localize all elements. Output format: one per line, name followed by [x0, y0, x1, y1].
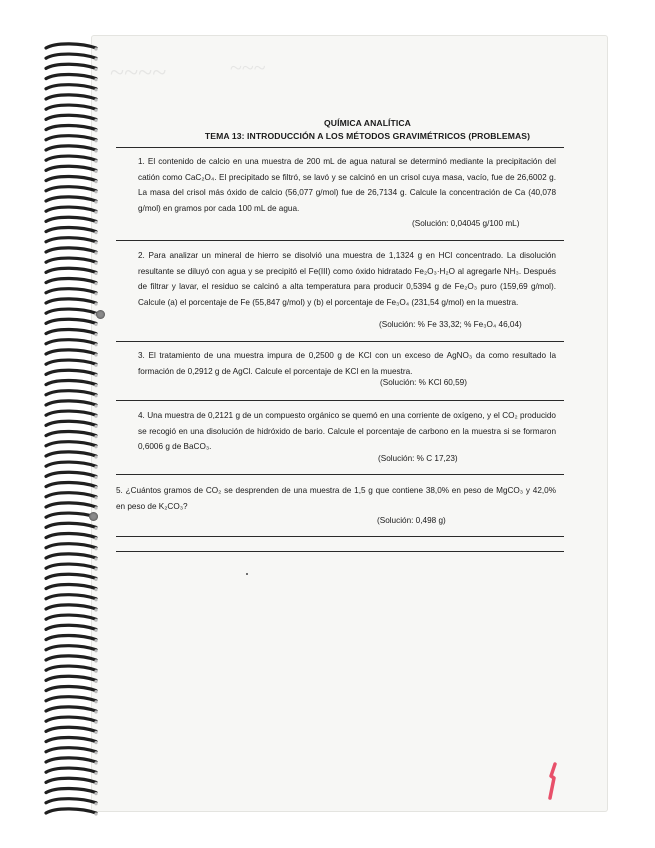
- spiral-coil: [46, 411, 96, 415]
- spiral-coil: [46, 74, 96, 78]
- separator: [116, 341, 564, 342]
- spiral-hole: [94, 731, 97, 734]
- spiral-coil: [46, 788, 96, 792]
- spiral-hole: [94, 374, 97, 377]
- spiral-coil: [46, 421, 96, 425]
- spiral-hole: [94, 700, 97, 703]
- spiral-coil: [46, 707, 96, 711]
- spiral-hole: [94, 88, 97, 91]
- spiral-hole: [94, 802, 97, 805]
- spiral-coil: [46, 656, 96, 660]
- spiral-coil: [46, 309, 96, 313]
- spiral-coil: [46, 85, 96, 89]
- spiral-hole: [94, 262, 97, 265]
- spiral-hole: [94, 251, 97, 254]
- spiral-hole: [94, 476, 97, 479]
- spiral-coil: [46, 625, 96, 629]
- problem-3: [138, 348, 556, 379]
- spiral-coil: [46, 503, 96, 507]
- spiral-coil: [46, 646, 96, 650]
- spiral-coil: [46, 278, 96, 282]
- spiral-hole: [94, 221, 97, 224]
- spiral-coil: [46, 166, 96, 170]
- topic-title: TEMA 13: INTRODUCCIÓN A LOS MÉTODOS GRAVIMÉTRICOS (PROBLEMAS): [204, 131, 531, 141]
- problem-text: Para analizar un mineral de hierro se disolvió una muestra de 1,1324 g en HCl concentrado. La disolución resultante se diluyó con agua y se precipitó el Fe(III) como óxido hidratado Fe₂O₃·H₂O al agregarle NH₃. Después de filtrar y lavar, el residuo se calcinó a alta temperatura para producir 0,5394 g de Fe₂O₃ puro (159,69 g/mol). Calcule (a) el porcentaje de Fe (55,847 g/mol) y (b) el porcentaje de Fe₃O₄ (231,54 g/mol) en la muestra.: [138, 251, 556, 307]
- solution-2: (Solución: % Fe 33,32; % Fe₃O₄ 46,04): [379, 320, 522, 329]
- spiral-hole: [94, 751, 97, 754]
- spiral-coil: [46, 329, 96, 333]
- punch-hole: [89, 512, 98, 521]
- solution-4: (Solución: % C 17,23): [378, 454, 458, 463]
- spiral-hole: [94, 782, 97, 785]
- spiral-hole: [94, 608, 97, 611]
- bleed-through: ~~~~: [110, 58, 167, 87]
- course-title: QUÍMICA ANALÍTICA: [324, 118, 411, 128]
- spiral-hole: [94, 68, 97, 71]
- solution-1: (Solución: 0,04045 g/100 mL): [412, 219, 520, 228]
- problem-2: [138, 248, 556, 310]
- spiral-hole: [94, 58, 97, 61]
- spiral-coil: [46, 380, 96, 384]
- spiral-hole: [94, 394, 97, 397]
- spiral-hole: [94, 211, 97, 214]
- spiral-coil: [46, 370, 96, 374]
- spiral-coil: [46, 737, 96, 741]
- spiral-coil: [46, 697, 96, 701]
- spiral-coil: [46, 258, 96, 262]
- spiral-coil: [46, 401, 96, 405]
- spiral-coil: [46, 350, 96, 354]
- spiral-hole: [94, 302, 97, 305]
- bleed-through: ~~~: [230, 55, 266, 80]
- spiral-coil: [46, 227, 96, 231]
- spiral-hole: [94, 772, 97, 775]
- separator: [116, 400, 564, 401]
- spiral-coil: [46, 615, 96, 619]
- spiral-coil: [46, 768, 96, 772]
- spiral-coil: [46, 676, 96, 680]
- spiral-hole: [94, 47, 97, 50]
- spiral-hole: [94, 527, 97, 530]
- spiral-hole: [94, 557, 97, 560]
- spiral-coil: [46, 799, 96, 803]
- spiral-coil: [46, 197, 96, 201]
- spiral-coil: [46, 156, 96, 160]
- spiral-coil: [46, 544, 96, 548]
- spiral-coil: [46, 289, 96, 293]
- problem-text: ¿Cuántos gramos de CO₂ se desprenden de una muestra de 1,5 g que contiene 38,0% en peso de MgCO₃ y 42,0% en peso de K₂CO₃?: [116, 486, 556, 511]
- solution-5: (Solución: 0,498 g): [377, 516, 446, 525]
- separator: [116, 536, 564, 537]
- spiral-hole: [94, 812, 97, 815]
- spiral-hole: [94, 761, 97, 764]
- spiral-hole: [94, 78, 97, 81]
- spiral-hole: [94, 598, 97, 601]
- spiral-coil: [46, 533, 96, 537]
- spiral-hole: [94, 670, 97, 673]
- spiral-hole: [94, 282, 97, 285]
- spiral-coil: [46, 472, 96, 476]
- spiral-coil: [46, 554, 96, 558]
- spiral-hole: [94, 231, 97, 234]
- spiral-hole: [94, 170, 97, 173]
- separator: [116, 240, 564, 241]
- spiral-coil: [46, 54, 96, 58]
- spiral-hole: [94, 353, 97, 356]
- spiral-hole: [94, 415, 97, 418]
- spiral-hole: [94, 639, 97, 642]
- spiral-hole: [94, 241, 97, 244]
- spiral-coil: [46, 666, 96, 670]
- spiral-hole: [94, 659, 97, 662]
- spiral-hole: [94, 109, 97, 112]
- spiral-hole: [94, 680, 97, 683]
- spiral-coil: [46, 452, 96, 456]
- spiral-coil: [46, 493, 96, 497]
- spiral-coil: [46, 574, 96, 578]
- problem-4: [138, 408, 556, 455]
- spiral-hole: [94, 721, 97, 724]
- spiral-coil: [46, 635, 96, 639]
- spiral-coil: [46, 442, 96, 446]
- spiral-coil: [46, 360, 96, 364]
- spiral-hole: [94, 496, 97, 499]
- problem-number: 3.: [138, 351, 145, 360]
- spiral-hole: [94, 690, 97, 693]
- separator: [116, 551, 564, 552]
- spiral-coil: [46, 146, 96, 150]
- spiral-hole: [94, 619, 97, 622]
- spiral-coil: [46, 462, 96, 466]
- spiral-coil: [46, 523, 96, 527]
- problem-text: Una muestra de 0,2121 g de un compuesto orgánico se quemó en una corriente de oxígeno, y el CO₂ producido se recogió en una disolución de hidróxido de bario. Calcule el porcentaje de carbono en la muestra si se formaron 0,6006 g de BaCO₃.: [138, 411, 556, 451]
- spiral-hole: [94, 629, 97, 632]
- spiral-hole: [94, 323, 97, 326]
- spiral-hole: [94, 292, 97, 295]
- spiral-hole: [94, 466, 97, 469]
- spiral-hole: [94, 343, 97, 346]
- solution-3: (Solución: % KCl 60,59): [380, 378, 467, 387]
- problem-text: El contenido de calcio en una muestra de 200 mL de agua natural se determinó mediante la precipitación del catión como CaC₂O₄. El precipitado se filtró, se lavó y se calcinó en un crisol cuya masa, vacío, fue de 26,6002 g. La masa del crisol más óxido de calcio (56,077 g/mol) fue de 26,7134 g. Calcule la concentración de Ca (40,078 g/mol) en gramos por cada 100 mL de agua.: [138, 157, 556, 213]
- spiral-binding: [42, 36, 102, 816]
- spiral-coil: [46, 95, 96, 99]
- spiral-hole: [94, 578, 97, 581]
- spiral-coil: [46, 187, 96, 191]
- spiral-coil: [46, 299, 96, 303]
- spiral-hole: [94, 506, 97, 509]
- spiral-hole: [94, 486, 97, 489]
- problem-number: 1.: [138, 157, 145, 166]
- spiral-coil: [46, 686, 96, 690]
- spiral-hole: [94, 200, 97, 203]
- spiral-coil: [46, 238, 96, 242]
- spiral-hole: [94, 384, 97, 387]
- spiral-hole: [94, 792, 97, 795]
- spiral-coil: [46, 319, 96, 323]
- spiral-hole: [94, 445, 97, 448]
- spiral-coil: [46, 564, 96, 568]
- spiral-hole: [94, 568, 97, 571]
- spiral-hole: [94, 537, 97, 540]
- spiral-coil: [46, 584, 96, 588]
- spiral-coil: [46, 207, 96, 211]
- spiral-hole: [94, 364, 97, 367]
- spiral-coil: [46, 268, 96, 272]
- separator: [116, 474, 564, 475]
- spiral-coil: [46, 717, 96, 721]
- spiral-coil: [46, 391, 96, 395]
- spiral-coil: [46, 727, 96, 731]
- spiral-hole: [94, 190, 97, 193]
- spiral-hole: [94, 333, 97, 336]
- spiral-coil: [46, 748, 96, 752]
- spiral-coil: [46, 809, 96, 813]
- spiral-hole: [94, 435, 97, 438]
- spiral-hole: [94, 741, 97, 744]
- spiral-coil: [46, 758, 96, 762]
- problem-number: 4.: [138, 411, 145, 420]
- spiral-coil: [46, 64, 96, 68]
- spiral-coil: [46, 44, 96, 48]
- spiral-coil: [46, 605, 96, 609]
- spiral-hole: [94, 149, 97, 152]
- spiral-coil: [46, 340, 96, 344]
- spiral-hole: [94, 272, 97, 275]
- ink-dot: [246, 573, 248, 575]
- spiral-hole: [94, 404, 97, 407]
- spiral-hole: [94, 710, 97, 713]
- spiral-coil: [46, 482, 96, 486]
- spiral-coil: [46, 176, 96, 180]
- spiral-coil: [46, 248, 96, 252]
- punch-hole: [96, 310, 105, 319]
- spiral-hole: [94, 588, 97, 591]
- spiral-hole: [94, 649, 97, 652]
- spiral-hole: [94, 160, 97, 163]
- problem-1: [138, 154, 556, 216]
- problem-text: El tratamiento de una muestra impura de 0,2500 g de KCl con un exceso de AgNO₃ da como resultado la formación de 0,2912 g de AgCl. Calcule el porcentaje de KCl en la muestra.: [138, 351, 557, 376]
- spiral-hole: [94, 455, 97, 458]
- spiral-hole: [94, 98, 97, 101]
- spiral-hole: [94, 547, 97, 550]
- spiral-hole: [94, 180, 97, 183]
- spiral-coil: [46, 778, 96, 782]
- spiral-coil: [46, 595, 96, 599]
- problem-5: [116, 483, 556, 514]
- spiral-coil: [46, 431, 96, 435]
- spiral-coil: [46, 105, 96, 109]
- problem-number: 5.: [116, 486, 123, 495]
- spiral-hole: [94, 425, 97, 428]
- highlighter-mark: [548, 762, 558, 800]
- problem-number: 2.: [138, 251, 145, 260]
- header-rule: [116, 147, 564, 148]
- spiral-coil: [46, 217, 96, 221]
